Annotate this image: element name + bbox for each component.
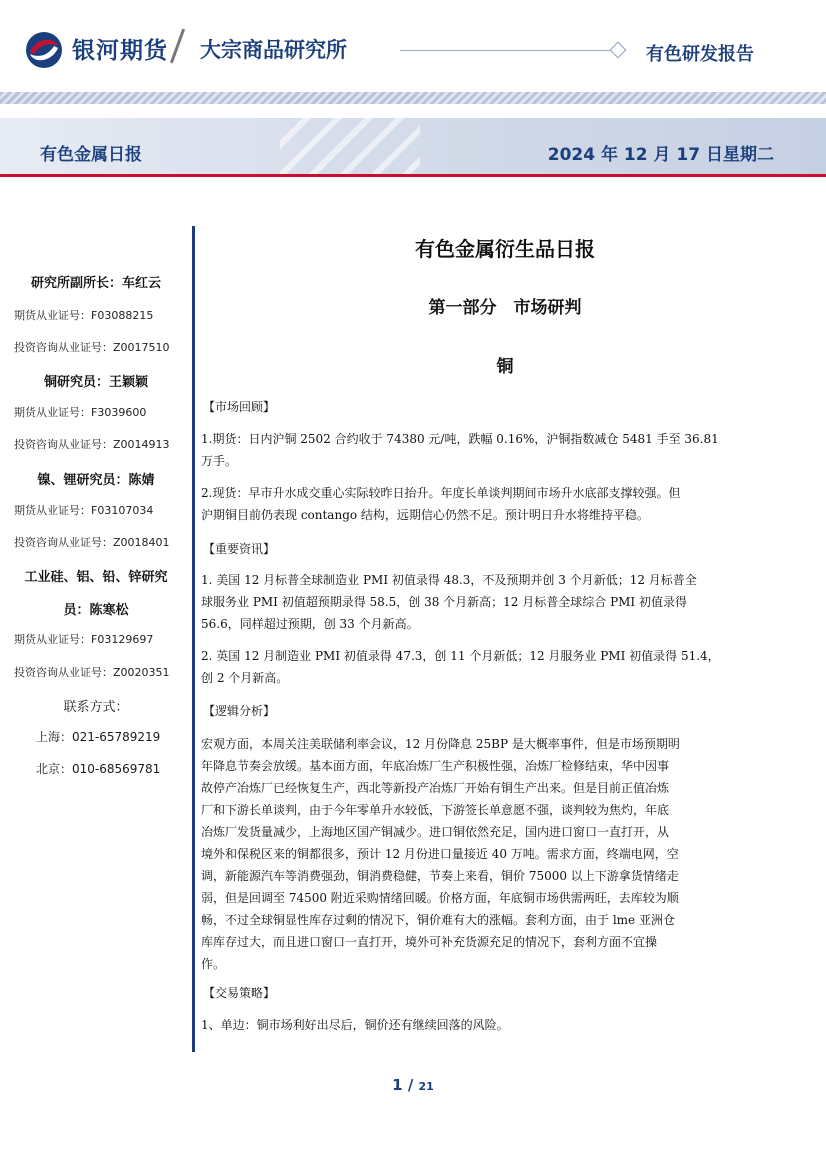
analyst-role: 镍、锂研究员：陈婧 <box>37 473 155 488</box>
news-line: 球服务业 PMI 初值超预期录得 58.5，创 38 个月新高；12 月标普全球综合 PMI 初值录得 <box>201 595 687 609</box>
current-page: 1 <box>392 1076 403 1094</box>
review-spot <box>201 482 773 526</box>
sub-header-decoration <box>280 118 420 174</box>
logic-line: 畅，不过全球铜显性库存过剩的情况下，铜价难有大的涨幅。套利方面，由于 lme 亚洲仓 <box>201 913 675 927</box>
section-title: 铜 <box>496 357 514 377</box>
tag-logic-analysis: 【逻辑分析】 <box>203 704 276 718</box>
invest-cert: 投资咨询从业证号：Z0017510 <box>14 341 170 354</box>
galaxy-futures-logo-icon <box>24 30 64 70</box>
header-red-rule <box>0 174 826 177</box>
news-line: 1. 美国 12 月标普全球制造业 PMI 初值录得 48.3，不及预期并创 3 个月新低；12 月标普全 <box>201 573 697 587</box>
page-number: 1 / 21 <box>392 1076 434 1094</box>
sidebar-divider <box>192 226 195 1052</box>
review-spot-line: 沪期铜目前仍表现 contango 结构，远期信心仍然不足。预计明日升水将维持平稳。 <box>201 508 649 522</box>
document-title: 有色金属衍生品日报 <box>415 237 595 261</box>
shanghai-phone: 上海：021-65789219 <box>36 730 161 744</box>
tag-market-review: 【市场回顾】 <box>203 400 276 414</box>
report-type: 有色研发报告 <box>646 44 754 65</box>
analyst-role-cont: 员：陈寒松 <box>63 603 129 618</box>
futures-cert: 期货从业证号：F03129697 <box>14 633 154 646</box>
logic-line: 作。 <box>201 957 226 971</box>
analyst-sidebar <box>0 226 192 1056</box>
futures-cert: 期货从业证号：F03088215 <box>14 309 154 322</box>
strategy-unilateral: 1、单边：铜市场利好出尽后，铜价还有继续回落的风险。 <box>201 1018 509 1032</box>
institute-name: 大宗商品研究所 <box>200 38 347 62</box>
analyst-role: 研究所副所长：车红云 <box>30 276 161 291</box>
report-date: 2024 年 12 月 17 日星期二 <box>547 145 774 165</box>
logic-line: 故停产冶炼厂已经恢复生产，西北等新投产冶炼厂开始有铜生产出来。但是目前正值冶炼 <box>201 781 670 795</box>
tag-trading-strategy: 【交易策略】 <box>203 986 276 1000</box>
futures-cert: 期货从业证号：F3039600 <box>14 406 147 419</box>
brand-divider <box>170 29 185 64</box>
logic-line: 年降息节奏会放缓。基本面方面，年底冶炼厂生产积极性强，冶炼厂检修结束，华中因事 <box>201 759 670 773</box>
invest-cert: 投资咨询从业证号：Z0018401 <box>14 536 170 549</box>
logic-line: 冶炼厂发货量减少，上海地区国产铜减少。进口铜依然充足，国内进口窗口一直打开，从 <box>201 825 670 839</box>
analyst-role: 铜研究员：王颖颖 <box>43 375 148 390</box>
news-line: 56.6，同样超过预期，创 33 个月新高。 <box>201 617 419 631</box>
part-title: 第一部分 市场研判 <box>428 298 582 318</box>
review-futures <box>201 428 773 472</box>
invest-cert: 投资咨询从业证号：Z0020351 <box>14 666 170 679</box>
contact-label: 联系方式： <box>63 700 129 715</box>
futures-cert: 期货从业证号：F03107034 <box>14 504 154 517</box>
review-spot-line: 2.现货：早市升水成交重心实际较昨日抬升。年度长单谈判期间市场升水底部支撑较强。但 <box>201 486 681 500</box>
top-header <box>0 0 826 92</box>
logic-line: 库库存过大，而且进口窗口一直打开，境外可补充货源充足的情况下，套利方面不宜操 <box>201 935 658 949</box>
news-us-pmi <box>201 569 773 635</box>
review-futures-line: 万手。 <box>201 454 238 468</box>
news-uk-pmi <box>201 645 773 689</box>
logic-line: 弱，但是回调至 74500 附近采购情绪回暖。价格方面，年底铜市场供需两旺，去库较为顺 <box>201 891 679 905</box>
report-title: 有色金属日报 <box>40 145 142 165</box>
logic-line: 厂和下游长单谈判，由于今年零单升水较低，下游签长单意愿不强，谈判较为焦灼，年底 <box>201 803 670 817</box>
logic-line: 调，新能源汽车等消费强劲，铜消费稳健，节奏上来看，铜价 75000 以上下游拿货情绪走 <box>201 869 679 883</box>
logic-line: 境外和保税区来的铜都很多，预计 12 月份进口量接近 40 万吨。需求方面，终端电网，空 <box>201 847 679 861</box>
logic-analysis-paragraph <box>201 733 773 975</box>
beijing-phone: 北京：010-68569781 <box>36 762 161 776</box>
news-line: 创 2 个月新高。 <box>201 671 289 685</box>
invest-cert: 投资咨询从业证号：Z0014913 <box>14 438 170 451</box>
header-deco-line <box>400 50 610 51</box>
analyst-role: 工业硅、铝、铅、锌研究 <box>24 570 168 585</box>
header-hatch-band <box>0 92 826 104</box>
tag-important-news: 【重要资讯】 <box>203 542 276 556</box>
diamond-icon <box>610 42 627 59</box>
brand-name: 银河期货 <box>72 38 168 64</box>
news-line: 2. 英国 12 月制造业 PMI 初值录得 47.3，创 11 个月新低；12 月服务业 PMI 初值录得 51.4， <box>201 649 720 663</box>
total-pages: 21 <box>418 1080 434 1093</box>
review-futures-line: 1.期货：日内沪铜 2502 合约收于 74380 元/吨，跌幅 0.16%，沪铜指数减仓 5481 手至 36.81 <box>201 432 719 446</box>
logic-line: 宏观方面，本周关注美联储利率会议，12 月份降息 25BP 是大概率事件，但是市场预期明 <box>201 737 680 751</box>
